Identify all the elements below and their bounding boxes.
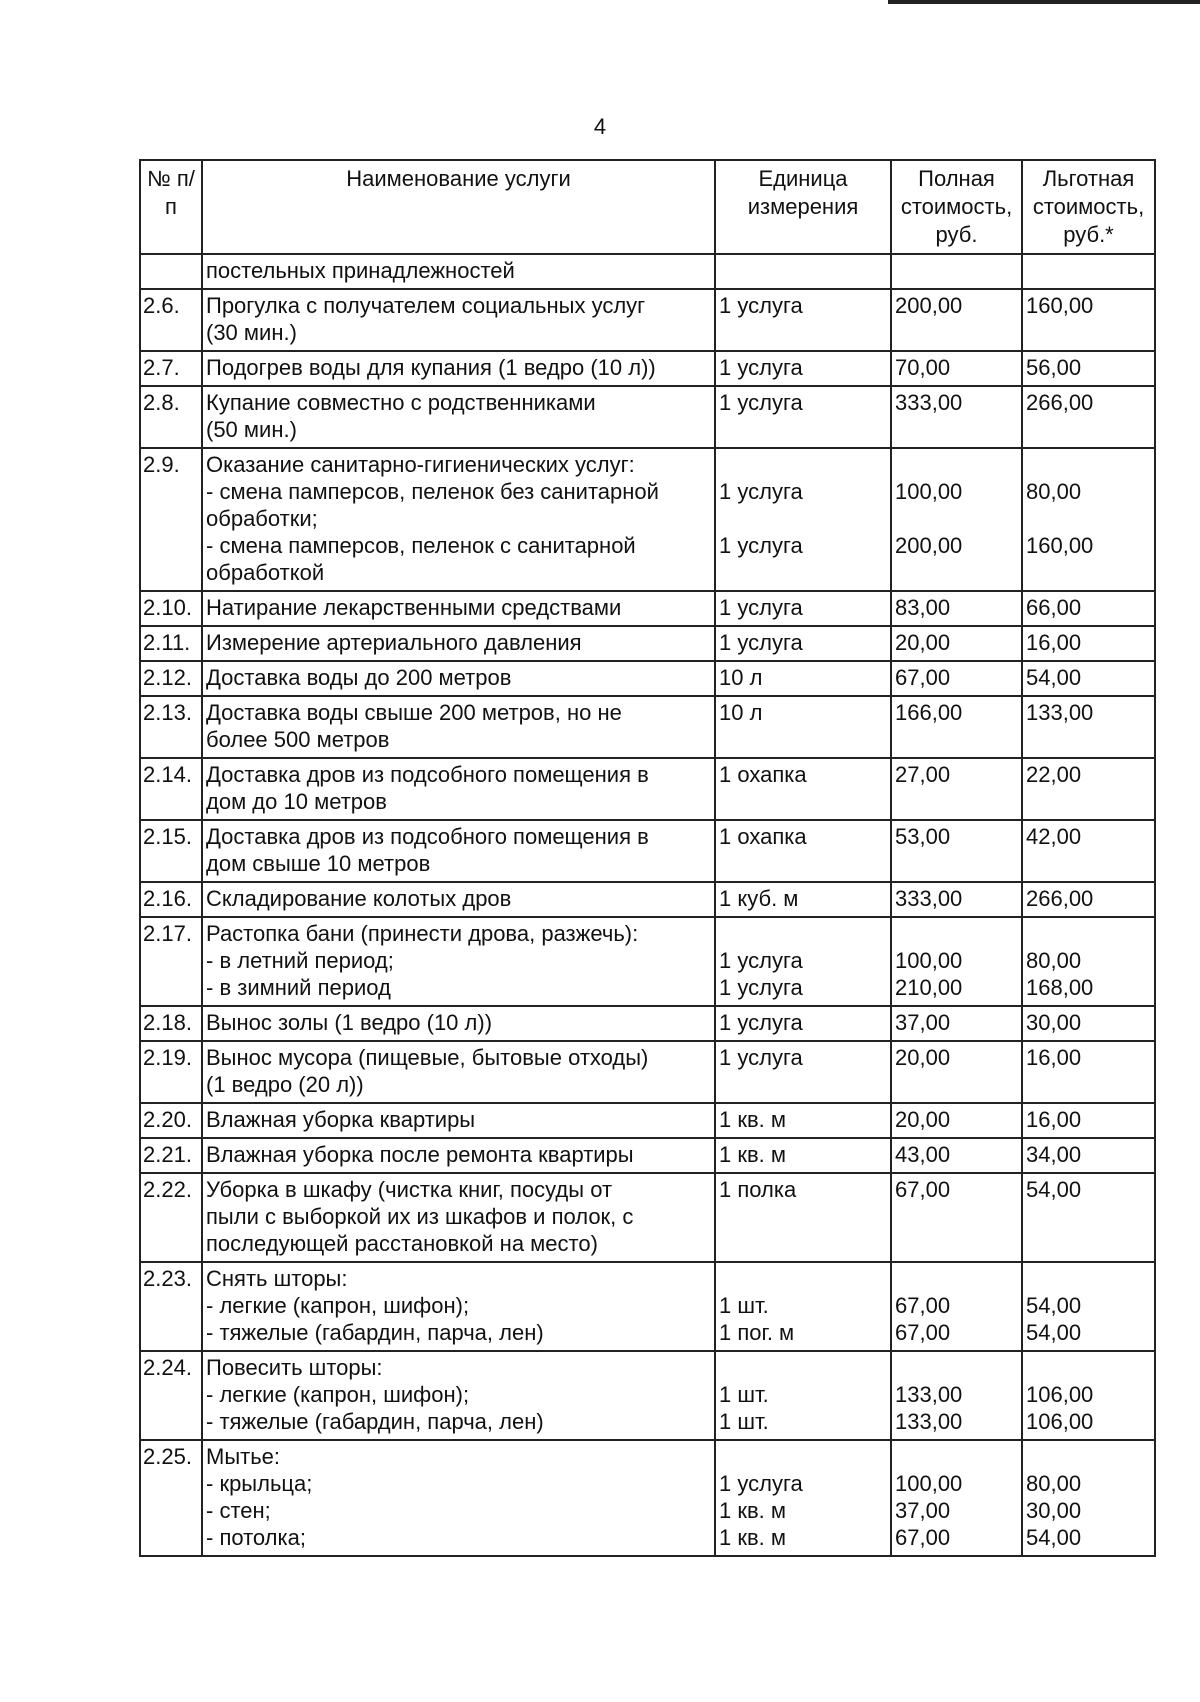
row-number-cell: 2.15. (140, 820, 202, 882)
row-number-cell: 2.16. (140, 882, 202, 917)
unit-line: 1 куб. м (719, 886, 799, 911)
service-name-cell (202, 1440, 715, 1556)
discount-price-cell (1022, 626, 1155, 661)
discount-price-line (1026, 257, 1151, 284)
full-price-line: 333,00 (895, 886, 963, 911)
service-name-cell (202, 1103, 715, 1138)
header-discount-price: Льготная стоимость, руб.* (1022, 160, 1155, 254)
discount-price-cell (1022, 1006, 1155, 1041)
table-row (140, 448, 1155, 591)
discount-price-line: 66,00 (1026, 595, 1082, 620)
service-name-line: Доставка воды свыше 200 метров, но не (206, 700, 622, 725)
service-name-cell (202, 1041, 715, 1103)
full-price-line: 133,00 (895, 1409, 963, 1434)
full-price-line: 67,00 (895, 1293, 951, 1318)
unit-cell (715, 626, 891, 661)
row-number-cell: 2.24. (140, 1351, 202, 1440)
full-price-cell (891, 254, 1022, 289)
full-price-cell (891, 626, 1022, 661)
service-name-line: - смена памперсов, пеленок с санитарной (206, 533, 636, 558)
service-name-cell (202, 758, 715, 820)
unit-line: 1 услуга (719, 533, 803, 558)
service-name-line: - в летний период; (206, 948, 394, 973)
row-number-cell: 2.6. (140, 289, 202, 351)
service-name-line: Натирание лекарственными средствами (206, 595, 622, 620)
service-name-line: дом свыше 10 метров (206, 851, 431, 876)
service-name-cell (202, 1173, 715, 1262)
price-table (139, 159, 1156, 1557)
row-number-cell: 2.9. (140, 448, 202, 591)
row-number-cell: 2.20. (140, 1103, 202, 1138)
row-number-cell: 2.21. (140, 1138, 202, 1173)
discount-price-line: 54,00 (1026, 665, 1082, 690)
service-name-line: Вынос мусора (пищевые, бытовые отходы) (206, 1045, 649, 1070)
discount-price-cell (1022, 917, 1155, 1006)
unit-line: 1 шт. (719, 1382, 769, 1407)
table-body (140, 254, 1155, 1556)
unit-cell (715, 1006, 891, 1041)
full-price-line (895, 1354, 1018, 1381)
discount-price-cell (1022, 696, 1155, 758)
page-number-container (0, 114, 1200, 140)
full-price-line (895, 257, 1018, 284)
discount-price-line: 16,00 (1026, 1045, 1082, 1070)
full-price-line: 166,00 (895, 700, 963, 725)
unit-cell (715, 289, 891, 351)
discount-price-line: 160,00 (1026, 293, 1094, 318)
unit-line: 1 кв. м (719, 1498, 787, 1523)
table-row (140, 1173, 1155, 1262)
discount-price-line: 54,00 (1026, 1177, 1082, 1202)
discount-price-cell (1022, 758, 1155, 820)
unit-line (719, 1443, 887, 1470)
discount-price-line (1026, 1265, 1151, 1292)
service-name-line: (50 мин.) (206, 417, 297, 442)
discount-price-line: 80,00 (1026, 479, 1082, 504)
discount-price-line: 16,00 (1026, 1107, 1082, 1132)
full-price-line (895, 1265, 1018, 1292)
service-name-line: (30 мин.) (206, 320, 297, 345)
discount-price-cell (1022, 1138, 1155, 1173)
unit-line (719, 920, 887, 947)
discount-price-cell (1022, 386, 1155, 448)
service-name-cell (202, 591, 715, 626)
service-name-line: - смена памперсов, пеленок без санитарной (206, 479, 659, 504)
full-price-line: 20,00 (895, 630, 951, 655)
discount-price-cell (1022, 882, 1155, 917)
table-row (140, 661, 1155, 696)
table-row (140, 386, 1155, 448)
unit-line (719, 1354, 887, 1381)
service-name-line: - потолка; (206, 1525, 306, 1550)
full-price-cell (891, 820, 1022, 882)
service-name-cell (202, 351, 715, 386)
service-name-line: Доставка дров из подсобного помещения в (206, 762, 649, 787)
discount-price-cell (1022, 591, 1155, 626)
full-price-line (895, 559, 1018, 586)
discount-price-line: 16,00 (1026, 630, 1082, 655)
service-name-line: Растопка бани (принести дрова, разжечь): (206, 921, 639, 946)
full-price-line (895, 920, 1018, 947)
service-name-line: Прогулка с получателем социальных услуг (206, 293, 646, 318)
unit-cell (715, 386, 891, 448)
service-name-line: Снять шторы: (206, 1266, 348, 1291)
service-name-line: Вынос золы (1 ведро (10 л)) (206, 1010, 493, 1035)
service-name-line: обработкой (206, 560, 325, 585)
full-price-cell (891, 1351, 1022, 1440)
discount-price-line: 56,00 (1026, 355, 1082, 380)
discount-price-line: 80,00 (1026, 948, 1082, 973)
row-number-cell: 2.22. (140, 1173, 202, 1262)
unit-cell (715, 917, 891, 1006)
service-name-line: Оказание санитарно-гигиенических услуг: (206, 452, 635, 477)
unit-cell (715, 696, 891, 758)
full-price-line: 200,00 (895, 293, 963, 318)
service-name-cell (202, 661, 715, 696)
discount-price-cell (1022, 448, 1155, 591)
full-price-cell (891, 661, 1022, 696)
service-name-cell (202, 917, 715, 1006)
full-price-line: 43,00 (895, 1142, 951, 1167)
unit-cell (715, 1262, 891, 1351)
unit-cell (715, 1138, 891, 1173)
unit-cell (715, 882, 891, 917)
discount-price-line: 266,00 (1026, 390, 1094, 415)
row-number-cell: 2.18. (140, 1006, 202, 1041)
service-name-line: - тяжелые (габардин, парча, лен) (206, 1409, 544, 1434)
unit-line: 1 кв. м (719, 1107, 787, 1132)
unit-cell (715, 591, 891, 626)
full-price-line (895, 451, 1018, 478)
table-row (140, 696, 1155, 758)
full-price-cell (891, 1138, 1022, 1173)
row-number-cell: 2.8. (140, 386, 202, 448)
discount-price-line (1026, 1443, 1151, 1470)
full-price-line: 100,00 (895, 479, 963, 504)
service-name-cell (202, 386, 715, 448)
discount-price-line: 54,00 (1026, 1293, 1082, 1318)
unit-line: 1 услуга (719, 1045, 803, 1070)
header-full-price: Полная стоимость, руб. (891, 160, 1022, 254)
row-number-cell: 2.13. (140, 696, 202, 758)
table-row (140, 1041, 1155, 1103)
unit-line: 1 услуга (719, 355, 803, 380)
full-price-line: 200,00 (895, 533, 963, 558)
discount-price-line: 54,00 (1026, 1525, 1082, 1550)
service-name-cell (202, 1006, 715, 1041)
discount-price-line: 22,00 (1026, 762, 1082, 787)
full-price-cell (891, 1041, 1022, 1103)
unit-line: 1 услуга (719, 390, 803, 415)
service-name-cell (202, 626, 715, 661)
service-name-line: Измерение артериального давления (206, 630, 582, 655)
full-price-line: 27,00 (895, 762, 951, 787)
full-price-line: 70,00 (895, 355, 951, 380)
row-number-cell: 2.19. (140, 1041, 202, 1103)
table-row (140, 351, 1155, 386)
full-price-line: 100,00 (895, 948, 963, 973)
full-price-cell (891, 1006, 1022, 1041)
full-price-cell (891, 758, 1022, 820)
unit-cell (715, 254, 891, 289)
service-name-line: Купание совместно с родственниками (206, 390, 596, 415)
table-row (140, 1138, 1155, 1173)
service-name-line: - стен; (206, 1498, 271, 1523)
table-row (140, 917, 1155, 1006)
discount-price-line: 106,00 (1026, 1382, 1094, 1407)
full-price-line: 20,00 (895, 1107, 951, 1132)
unit-line: 1 шт. (719, 1409, 769, 1434)
table-row (140, 882, 1155, 917)
full-price-line: 37,00 (895, 1498, 951, 1523)
service-name-line: - в зимний период (206, 975, 391, 1000)
unit-line (719, 505, 887, 532)
full-price-line: 67,00 (895, 665, 951, 690)
full-price-cell (891, 289, 1022, 351)
row-number-cell (140, 254, 202, 289)
row-number-cell: 2.7. (140, 351, 202, 386)
full-price-line (895, 1443, 1018, 1470)
table-row (140, 254, 1155, 289)
table-header-row (140, 160, 1155, 254)
unit-cell (715, 661, 891, 696)
table-row (140, 1351, 1155, 1440)
unit-line: 10 л (719, 700, 763, 725)
service-name-cell (202, 448, 715, 591)
discount-price-line: 106,00 (1026, 1409, 1094, 1434)
full-price-cell (891, 1103, 1022, 1138)
discount-price-line (1026, 1354, 1151, 1381)
full-price-cell (891, 351, 1022, 386)
header-unit: Единица измерения (715, 160, 891, 254)
full-price-line: 83,00 (895, 595, 951, 620)
full-price-line (895, 505, 1018, 532)
service-name-line: последующей расстановкой на место) (206, 1231, 598, 1256)
row-number-cell: 2.14. (140, 758, 202, 820)
service-name-cell (202, 289, 715, 351)
row-number-cell: 2.25. (140, 1440, 202, 1556)
header-num: № п/п (140, 160, 202, 254)
service-name-line: Мытье: (206, 1444, 281, 1469)
unit-line: 1 кв. м (719, 1142, 787, 1167)
discount-price-cell (1022, 1173, 1155, 1262)
full-price-cell (891, 1440, 1022, 1556)
service-name-cell (202, 1351, 715, 1440)
unit-line: 1 услуга (719, 595, 803, 620)
page-top-rule (888, 0, 1200, 4)
service-name-line: - тяжелые (габардин, парча, лен) (206, 1320, 544, 1345)
discount-price-line: 168,00 (1026, 975, 1094, 1000)
discount-price-cell (1022, 1440, 1155, 1556)
discount-price-line: 133,00 (1026, 700, 1094, 725)
unit-line (719, 451, 887, 478)
unit-line: 1 услуга (719, 293, 803, 318)
full-price-cell (891, 591, 1022, 626)
full-price-cell (891, 1262, 1022, 1351)
table-row (140, 626, 1155, 661)
unit-cell (715, 1173, 891, 1262)
row-number-cell: 2.23. (140, 1262, 202, 1351)
discount-price-line (1026, 559, 1151, 586)
row-number-cell: 2.11. (140, 626, 202, 661)
discount-price-cell (1022, 1262, 1155, 1351)
unit-line: 1 услуга (719, 1471, 803, 1496)
unit-line: 10 л (719, 665, 763, 690)
unit-line: 1 охапка (719, 762, 807, 787)
service-name-cell (202, 882, 715, 917)
table-row (140, 1103, 1155, 1138)
service-name-line: Подогрев воды для купания (1 ведро (10 л)) (206, 355, 656, 380)
unit-cell (715, 1041, 891, 1103)
service-name-line: - легкие (капрон, шифон); (206, 1382, 470, 1407)
table-row (140, 1440, 1155, 1556)
service-name-line: Доставка дров из подсобного помещения в (206, 824, 649, 849)
unit-line: 1 услуга (719, 948, 803, 973)
service-name-line: Влажная уборка после ремонта квартиры (206, 1142, 634, 1167)
full-price-cell (891, 882, 1022, 917)
unit-line: 1 услуга (719, 479, 803, 504)
row-number-cell: 2.12. (140, 661, 202, 696)
unit-line (719, 559, 887, 586)
service-name-line: более 500 метров (206, 727, 390, 752)
discount-price-line: 266,00 (1026, 886, 1094, 911)
full-price-line: 37,00 (895, 1010, 951, 1035)
discount-price-line: 30,00 (1026, 1498, 1082, 1523)
unit-line: 1 пог. м (719, 1320, 795, 1345)
service-name-cell (202, 1138, 715, 1173)
full-price-line: 53,00 (895, 824, 951, 849)
unit-line: 1 полка (719, 1177, 797, 1202)
unit-line (719, 257, 887, 284)
discount-price-cell (1022, 820, 1155, 882)
full-price-line: 333,00 (895, 390, 963, 415)
full-price-line: 100,00 (895, 1471, 963, 1496)
unit-line: 1 кв. м (719, 1525, 787, 1550)
service-name-line: (1 ведро (20 л)) (206, 1072, 364, 1097)
full-price-cell (891, 1173, 1022, 1262)
unit-cell (715, 1103, 891, 1138)
unit-cell (715, 351, 891, 386)
service-name-line: пыли с выборкой их из шкафов и полок, с (206, 1204, 634, 1229)
service-name-cell (202, 820, 715, 882)
table-row (140, 289, 1155, 351)
table-row (140, 1262, 1155, 1351)
unit-line (719, 1265, 887, 1292)
full-price-line: 20,00 (895, 1045, 951, 1070)
table-row (140, 591, 1155, 626)
discount-price-line (1026, 505, 1151, 532)
discount-price-cell (1022, 1351, 1155, 1440)
full-price-cell (891, 917, 1022, 1006)
service-name-line: Повесить шторы: (206, 1355, 383, 1380)
unit-line: 1 услуга (719, 630, 803, 655)
full-price-cell (891, 386, 1022, 448)
table-row (140, 820, 1155, 882)
unit-cell (715, 1351, 891, 1440)
row-number-cell: 2.17. (140, 917, 202, 1006)
full-price-line: 210,00 (895, 975, 963, 1000)
full-price-line: 133,00 (895, 1382, 963, 1407)
service-name-line: Уборка в шкафу (чистка книг, посуды от (206, 1177, 613, 1202)
discount-price-line: 54,00 (1026, 1320, 1082, 1345)
service-name-line: Складирование колотых дров (206, 886, 512, 911)
service-name-line: дом до 10 метров (206, 789, 387, 814)
service-name-line: обработки; (206, 506, 318, 531)
discount-price-line (1026, 451, 1151, 478)
full-price-line: 67,00 (895, 1320, 951, 1345)
discount-price-cell (1022, 289, 1155, 351)
discount-price-line: 30,00 (1026, 1010, 1082, 1035)
table-row (140, 1006, 1155, 1041)
unit-line: 1 услуга (719, 975, 803, 1000)
discount-price-line: 34,00 (1026, 1142, 1082, 1167)
unit-cell (715, 1440, 891, 1556)
discount-price-cell (1022, 1103, 1155, 1138)
discount-price-cell (1022, 351, 1155, 386)
discount-price-cell (1022, 1041, 1155, 1103)
service-name-line: постельных принадлежностей (206, 258, 515, 283)
service-name-cell (202, 696, 715, 758)
service-name-line: - легкие (капрон, шифон); (206, 1293, 470, 1318)
full-price-cell (891, 448, 1022, 591)
row-number-cell: 2.10. (140, 591, 202, 626)
table-row (140, 758, 1155, 820)
full-price-line: 67,00 (895, 1177, 951, 1202)
unit-cell (715, 758, 891, 820)
unit-line: 1 шт. (719, 1293, 769, 1318)
service-name-cell (202, 254, 715, 289)
unit-cell (715, 820, 891, 882)
discount-price-line (1026, 920, 1151, 947)
unit-cell (715, 448, 891, 591)
full-price-cell (891, 696, 1022, 758)
discount-price-cell (1022, 661, 1155, 696)
header-name: Наименование услуги (202, 160, 715, 254)
service-name-line: Влажная уборка квартиры (206, 1107, 476, 1132)
unit-line: 1 услуга (719, 1010, 803, 1035)
service-name-cell (202, 1262, 715, 1351)
discount-price-line: 160,00 (1026, 533, 1094, 558)
page-number: 4 (593, 114, 607, 139)
service-name-line: - крыльца; (206, 1471, 313, 1496)
unit-line: 1 охапка (719, 824, 807, 849)
discount-price-line: 80,00 (1026, 1471, 1082, 1496)
full-price-line: 67,00 (895, 1525, 951, 1550)
discount-price-line: 42,00 (1026, 824, 1082, 849)
discount-price-cell (1022, 254, 1155, 289)
service-name-line: Доставка воды до 200 метров (206, 665, 512, 690)
